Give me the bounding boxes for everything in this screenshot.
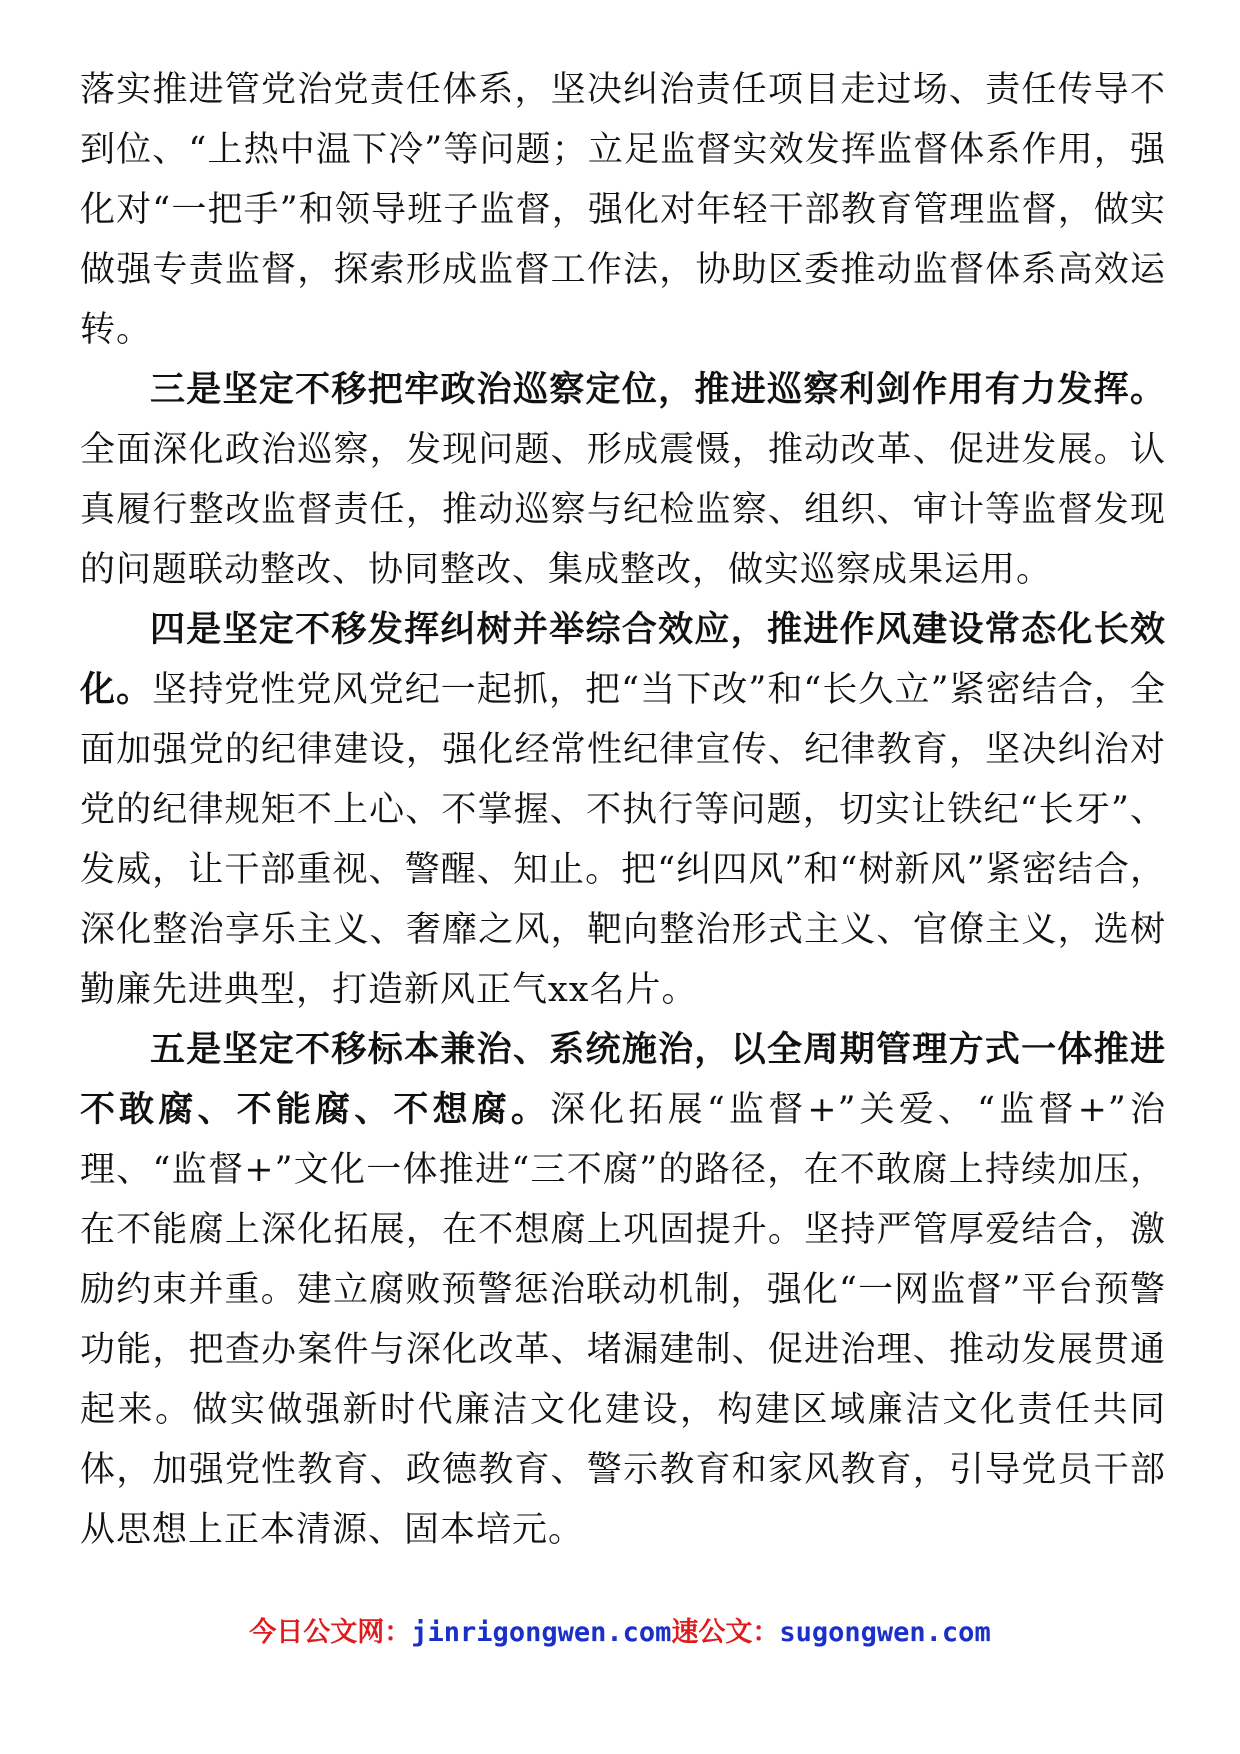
paragraph-heading: 四是坚定不移发挥纠树并举综合效应，推进作风建设常态化长效化。 — [80, 610, 1166, 710]
footer-watermark — [0, 1610, 1240, 1649]
paragraph-text: 全面深化政治巡察，发现问题、形成震慑，推动改革、促进发展。认真履行整改监督责任，推动巡察与纪检监察、组织、审计等监督发现的问题联动整改、协同整改、集成整改，做实巡察成果运用。 — [80, 430, 1166, 590]
paragraph-heading: 三是坚定不移把牢政治巡察定位，推进巡察利剑作用有力发挥。 — [150, 370, 1166, 410]
footer-site2-url[interactable]: sugongwen.com — [779, 1617, 991, 1648]
footer-site1-name: 今日公文网： — [249, 1617, 412, 1648]
footer-site1-url[interactable]: jinrigongwen.com — [411, 1617, 672, 1648]
paragraph-5 — [80, 1020, 1166, 1560]
paragraph-heading: 五是坚定不移标本兼治、系统施治，以全周期管理方式一体推进不敢腐、不能腐、不想腐。 — [80, 1030, 1166, 1130]
paragraph-3 — [80, 360, 1166, 600]
paragraph-text: 坚持党性党风党纪一起抓，把“当下改”和“长久立”紧密结合，全面加强党的纪律建设，强化经常性纪律宣传、纪律教育，坚决纠治对党的纪律规矩不上心、不掌握、不执行等问题，切实让铁纪“长牙”、发威，让干部重视、警醒、知止。把“纠四风”和“树新风”紧密结合，深化整治享乐主义、奢靡之风，靶向整治形式主义、官僚主义，选树勤廉先进典型，打造新风正气xx名片。 — [80, 670, 1166, 1010]
paragraph-continuation — [80, 60, 1166, 360]
paragraph-text: 落实推进管党治党责任体系，坚决纠治责任项目走过场、责任传导不到位、“上热中温下冷”等问题；立足监督实效发挥监督体系作用，强化对“一把手”和领导班子监督，强化对年轻干部教育管理监督，做实做强专责监督，探索形成监督工作法，协助区委推动监督体系高效运转。 — [80, 70, 1166, 350]
paragraph-4 — [80, 600, 1166, 1020]
paragraph-text: 深化拓展“监督+”关爱、“监督+”治理、“监督+”文化一体推进“三不腐”的路径，在不敢腐上持续加压，在不能腐上深化拓展，在不想腐上巩固提升。坚持严管厚爱结合，激励约束并重。建立腐败预警惩治联动机制，强化“一网监督”平台预警功能，把查办案件与深化改革、堵漏建制、促进治理、推动发展贯通起来。做实做强新时代廉洁文化建设，构建区域廉洁文化责任共同体，加强党性教育、政德教育、警示教育和家风教育，引导党员干部从思想上正本清源、固本培元。 — [80, 1090, 1166, 1550]
document-body — [80, 60, 1166, 1560]
footer-site2-name: 速公文： — [671, 1617, 780, 1648]
